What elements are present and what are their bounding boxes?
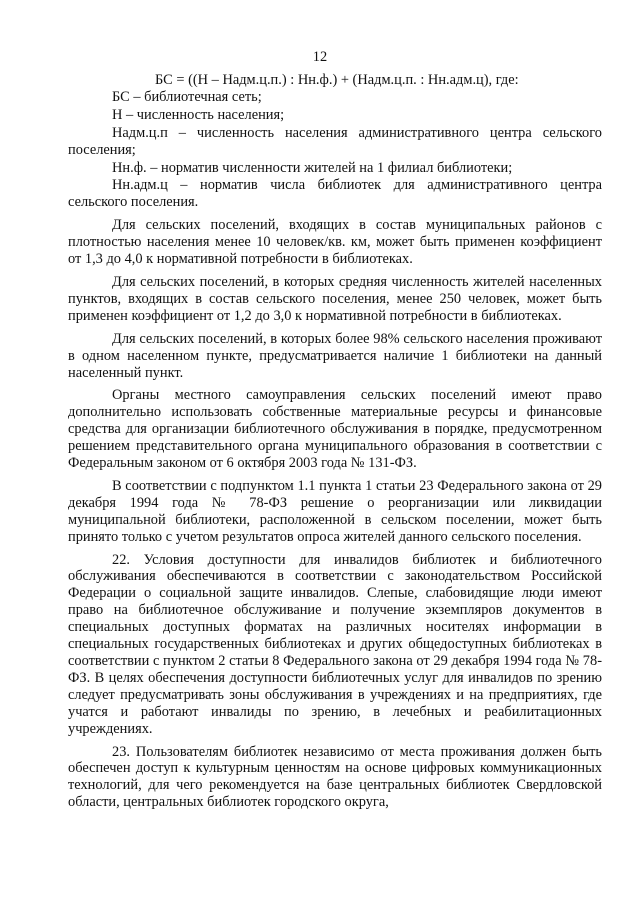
formula: БС = ((Н – Надм.ц.п.) : Нн.ф.) + (Надм.ц.п. : Нн.адм.ц), где:	[155, 72, 519, 88]
definition: Нн.ф. – норматив численности жителей на 1 филиал библиотеки;	[112, 159, 513, 176]
definition: БС – библиотечная сеть;	[112, 88, 262, 105]
page-number: 12	[312, 49, 328, 65]
paragraph: Для сельских поселений, в которых средняя численность жителей населенных пунктов, входящих в состав сельского поселения, менее 250 человек, может быть применен коэффициент от 1,2 до 3,0 к нормативной потребности в библиотеках.	[68, 273, 602, 324]
definition: Нн.адм.ц – норматив числа библиотек для административного центра сельского поселения.	[68, 177, 602, 211]
document-body	[68, 72, 602, 813]
paragraph: Для сельских поселений, входящих в состав муниципальных районов с плотностью населения менее 10 человек/кв. км, может быть применен коэффициент от 1,3 до 4,0 к нормативной потребности в библиотеках.	[68, 217, 602, 268]
definition: Н – численность населения;	[112, 106, 285, 123]
paragraph: 22. Условия доступности для инвалидов библиотек и библиотечного обслуживания обеспечиваются в соответствии с законодательством Российской Федерации о социальной защите инвалидов. Слепые, слабовидящие люди имеют право на библиотечное обслуживание и получение экземпляров документов в специальных доступных форматах на различных носителях информации в специальных государственных библиотеках и других общедоступных библиотеках в соответствии с пунктом 2 статьи 8 Федерального закона от 29 декабря 1994 года № 78-ФЗ. В целях обеспечения доступности библиотечных услуг для инвалидов по зрению следует предусматривать зоны обслуживания в учреждениях и на предприятиях, где учатся и работают инвалиды по зрению, в лечебных и реабилитационных учреждениях.	[68, 551, 602, 737]
paragraph: Органы местного самоуправления сельских поселений имеют право дополнительно использовать собственные материальные ресурсы и финансовые средства для организации библиотечного обслуживания в порядке, предусмотренном решением представительного органа муниципального образования в соответствии с Федеральным законом от 6 октября 2003 года № 131-ФЗ.	[68, 387, 602, 472]
paragraph: 23. Пользователям библиотек независимо от места проживания должен быть обеспечен доступ к культурным ценностям на основе цифровых коммуникационных технологий, для чего рекомендуется на базе центральных библиотек Свердловской области, центральных библиотек городского округа,	[68, 743, 602, 811]
paragraph: Для сельских поселений, в которых более 98% сельского населения проживают в одном населенном пункте, предусматривается наличие 1 библиотеки на данный населенный пункт.	[68, 330, 602, 381]
definition: Надм.ц.п – численность населения административного центра сельского поселения;	[68, 124, 602, 158]
paragraph: В соответствии с подпунктом 1.1 пункта 1 статьи 23 Федерального закона от 29 декабря 1994 года № 78-ФЗ решение о реорганизации или ликвидации муниципальной библиотеки, расположенной в сельском поселении, может быть принято только с учетом результатов опроса жителей данного сельского поселения.	[68, 477, 602, 545]
